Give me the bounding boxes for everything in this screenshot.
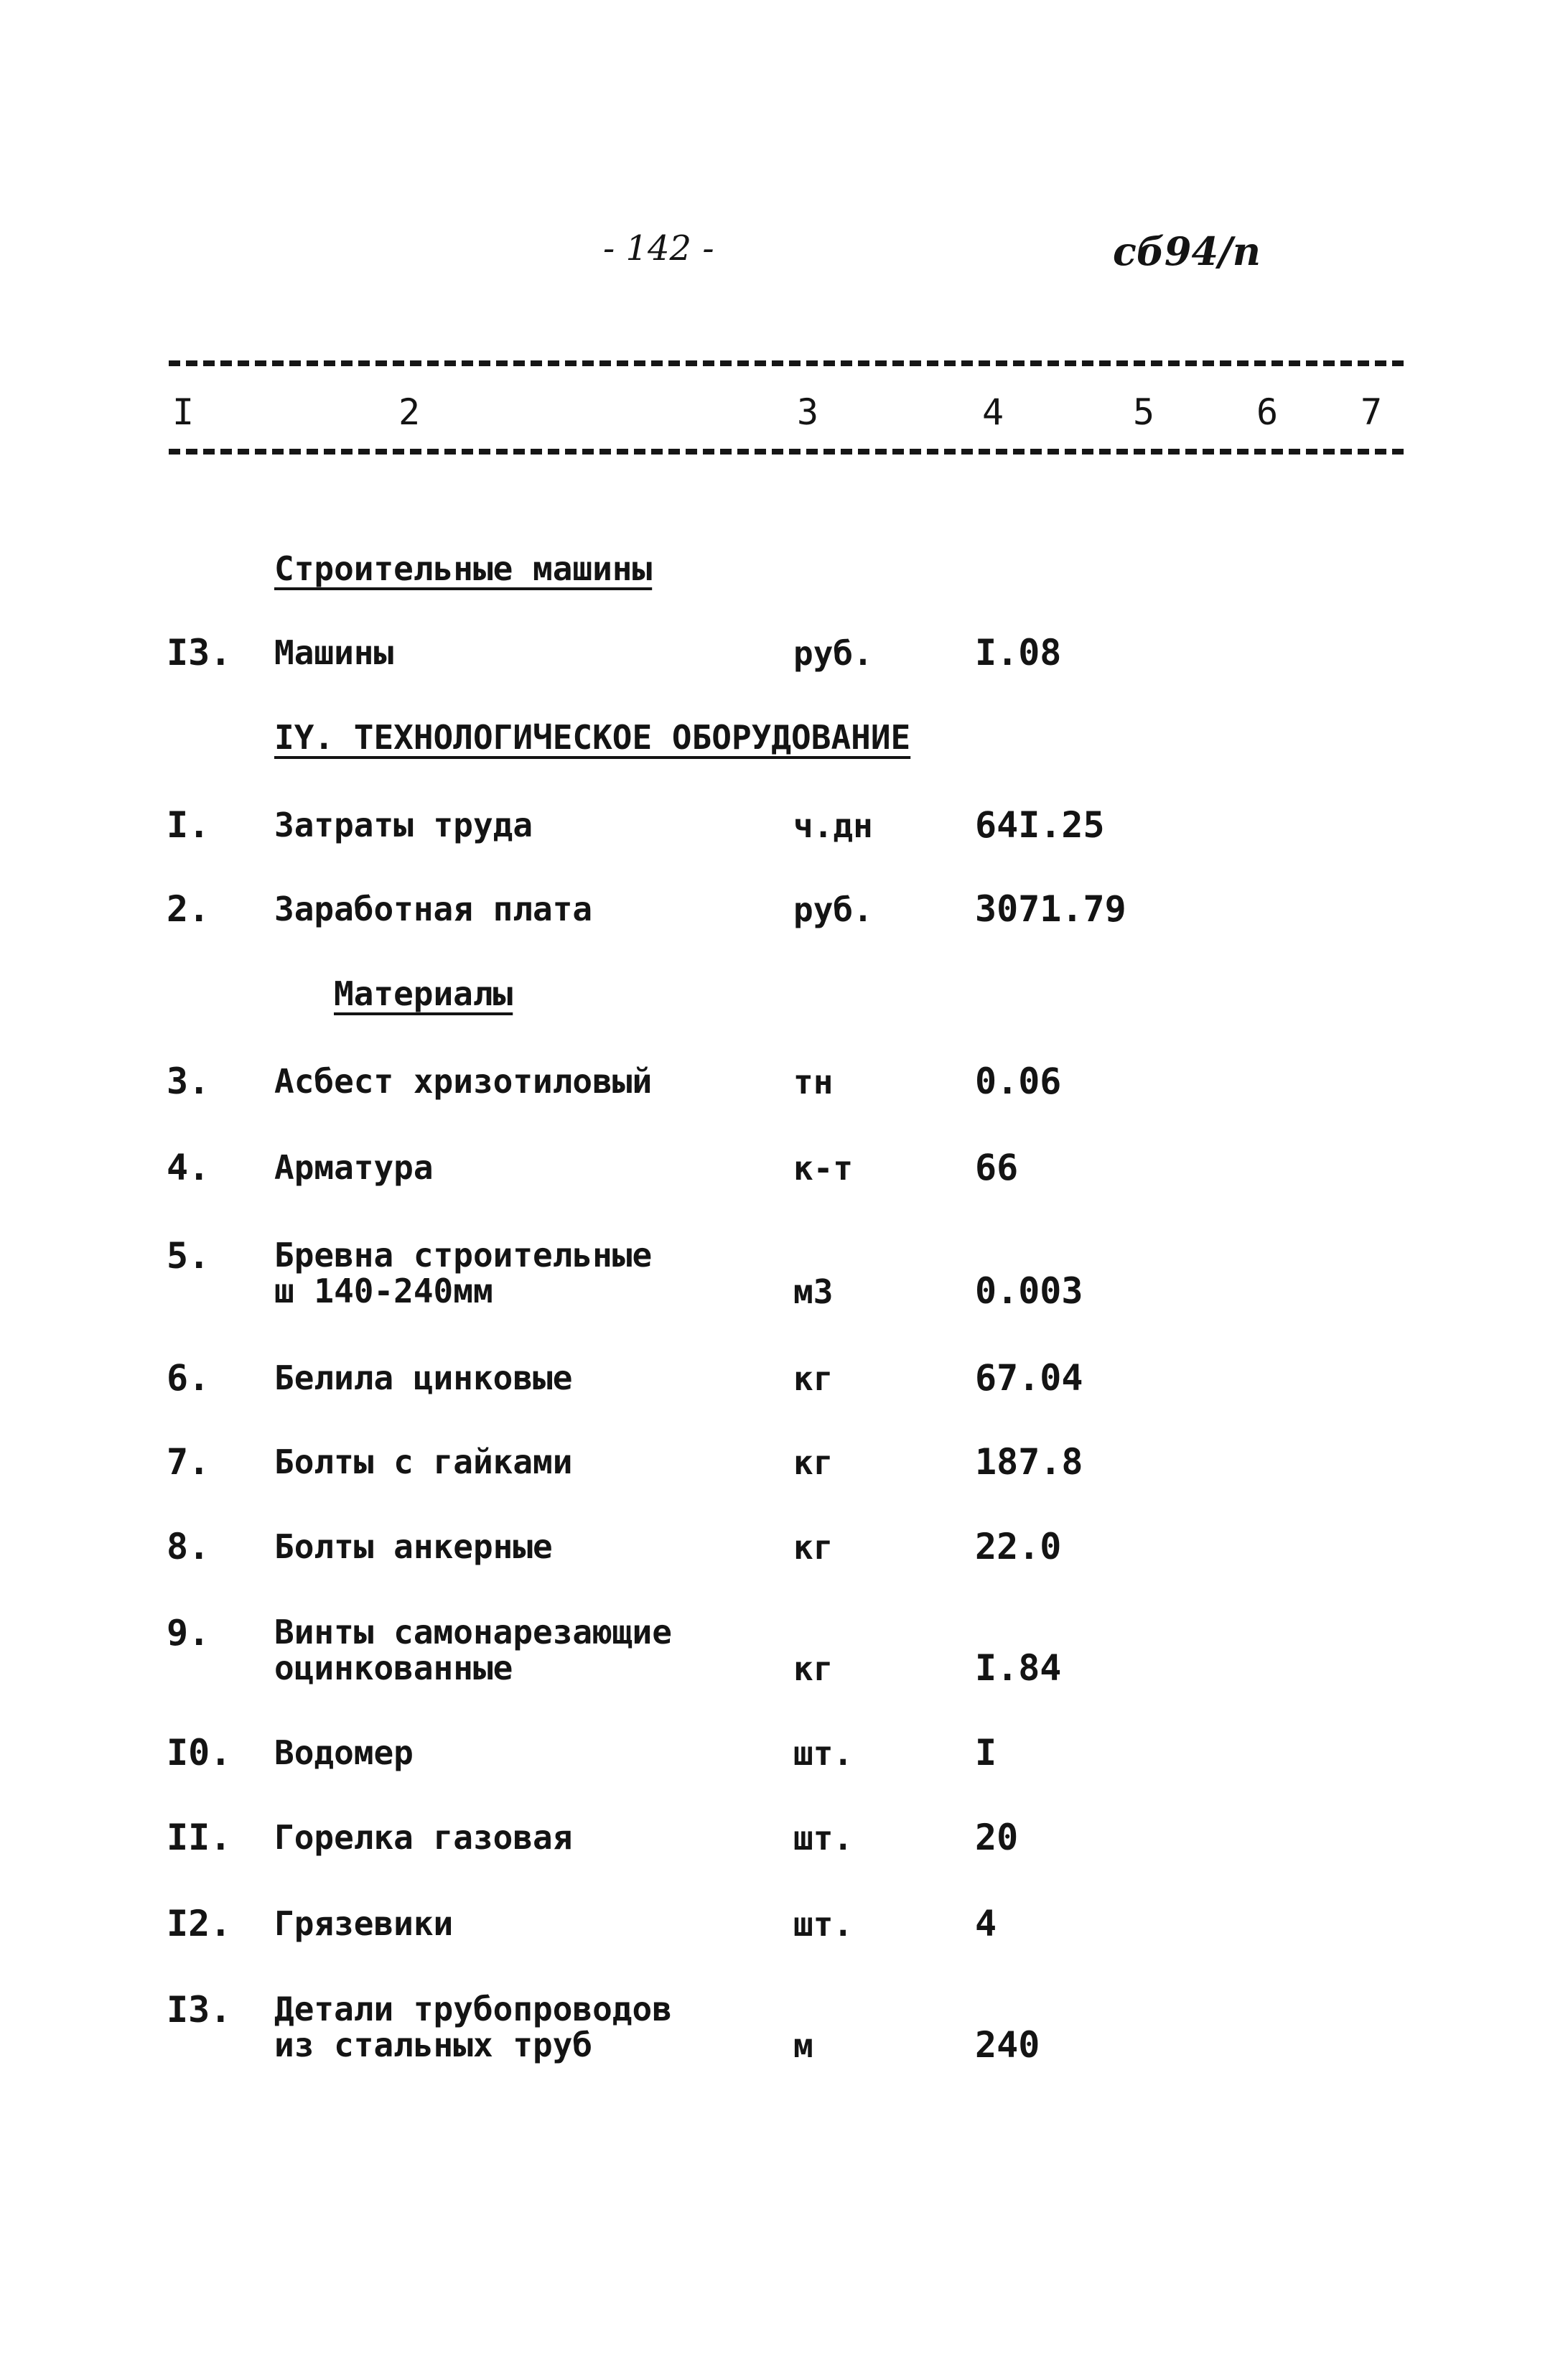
row-quantity: I.84 [975,1647,1062,1689]
row-quantity: 187.8 [975,1441,1083,1483]
row-quantity: 240 [975,2024,1040,2066]
row-number: 3. [167,1061,210,1102]
section-heading-technological-equipment: IY. ТЕХНОЛОГИЧЕСКОЕ ОБОРУДОВАНИЕ [274,718,911,757]
column-number-2: 2 [398,391,421,433]
top-dashed-rule [169,360,1404,366]
row-name: Грязевики [274,1904,454,1943]
row-unit: тн [793,1063,834,1101]
row-unit: шт. [793,1734,854,1773]
row-name: Детали трубопроводов [274,1990,672,2028]
row-number: 2. [167,888,210,930]
row-number: 7. [167,1441,210,1483]
row-name: Белила цинковые [274,1359,573,1397]
row-name-continuation: из стальных труб [274,2026,593,2064]
column-number-4: 4 [982,391,1004,433]
row-quantity: 0.06 [975,1061,1062,1102]
row-name: Арматура [274,1148,434,1187]
row-unit: кг [793,1649,834,1688]
row-number: I3. [167,632,232,674]
row-number: II. [167,1817,232,1858]
row-name: Винты самонарезающие [274,1613,672,1651]
row-quantity: 22.0 [975,1526,1062,1567]
row-number: 6. [167,1357,210,1399]
row-quantity: 4 [975,1903,997,1944]
row-name: Водомер [274,1733,414,1772]
row-quantity: 0.003 [975,1270,1083,1312]
row-quantity: I [975,1732,997,1774]
page-number: - 142 - [603,228,714,269]
row-quantity: 67.04 [975,1357,1083,1399]
column-number-3: 3 [797,391,819,433]
row-name: Бревна строительные [274,1236,653,1274]
row-unit: шт. [793,1905,854,1944]
row-number: 9. [167,1612,210,1654]
row-name: Болты анкерные [274,1527,553,1566]
row-name: Машины [274,633,394,672]
row-name: Затраты труда [274,806,533,844]
archive-code: сб94/п [1113,228,1261,274]
row-number: I0. [167,1732,232,1774]
row-quantity: 64I.25 [975,804,1105,846]
row-name: Заработная плата [274,890,593,928]
section-heading-construction-machines: Строительные машины [274,549,653,588]
row-unit: руб. [793,634,873,673]
row-unit: руб. [793,890,873,929]
row-quantity: I.08 [975,632,1062,674]
row-name: Горелка газовая [274,1818,573,1857]
row-name: Болты с гайками [274,1443,573,1481]
row-unit: к-т [793,1149,854,1188]
row-name: Асбест хризотиловый [274,1062,653,1101]
row-number: I. [167,804,210,846]
row-unit: кг [793,1443,834,1482]
row-quantity: 3071.79 [975,888,1126,930]
row-unit: кг [793,1359,834,1398]
row-number: 8. [167,1526,210,1567]
row-unit: м [793,2026,813,2065]
row-unit: кг [793,1528,834,1567]
row-number: 5. [167,1235,210,1277]
column-number-6: 6 [1256,391,1279,433]
column-number-7: 7 [1361,391,1383,433]
row-quantity: 66 [975,1147,1019,1188]
row-unit: шт. [793,1819,854,1858]
bottom-dashed-rule [169,449,1404,455]
row-name-continuation: оцинкованные [274,1649,513,1687]
column-number-5: 5 [1133,391,1155,433]
row-number: 4. [167,1147,210,1188]
row-unit: м3 [793,1272,834,1311]
row-name-continuation: ш 140-240мм [274,1272,493,1310]
section-heading-materials: Материалы [334,974,513,1013]
row-quantity: 20 [975,1817,1019,1858]
column-number-1: I [172,391,195,433]
row-unit: ч.дн [793,806,873,845]
row-number: I3. [167,1989,232,2031]
row-number: I2. [167,1903,232,1944]
